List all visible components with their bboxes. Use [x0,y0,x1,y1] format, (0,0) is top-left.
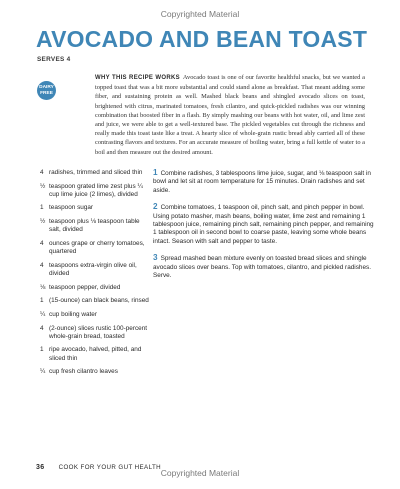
ingredient-quantity: ⅛ [40,283,46,291]
ingredient-text: teaspoons extra-virgin olive oil, divided [49,261,137,278]
step-number: 2 [153,202,158,212]
step-number: 1 [153,168,158,177]
step-number: 3 [153,253,158,263]
why-this-recipe-works [95,73,365,157]
ingredient-quantity: ¼ [40,310,46,318]
ingredient-quantity: 1 [40,346,44,354]
recipe-title: AVOCADO AND BEAN TOAST [36,26,368,52]
ingredient-item [40,240,152,257]
ingredient-text: (2-ounce) slices rustic 100-percent whole-grain bread, toasted [49,324,148,340]
ingredient-item [40,368,152,376]
ingredient-quantity: ½ [40,182,46,190]
ingredient-item [40,183,152,200]
dairy-free-badge [37,81,56,100]
method-step [153,254,376,280]
badge-line-2: FREE [40,90,53,96]
ingredient-item [40,204,152,212]
page-number: 36 [36,464,45,471]
why-body: Avocado toast is one of our favorite healthful snacks, but we wanted a topped toast that was a bit more substantial and could stand alone as breakfast. That meant adding some fiber, and sustaining protein as well. Mashed black beans and shingled avocado slices on toast, brightened with citrus, marinated tomatoes, fresh cilantro, and quick-pickled radishes was our winning combination that boosted fiber in a flash. By simply mashing our beans with hot water, oil, and lime zest and juice, we were able to get a well-textured base. The pickled vegetables cut through the richness and really made this toast taste like a treat. A hearty slice of whole-grain rustic bread ably carried all of these contrasting flavors and textures. For an accurate measure of boiling water, bring a full kettle of water to a boil and then measure out the desired amount. [95,74,366,156]
ingredient-text: cup fresh cilantro leaves [49,368,118,376]
method-step [153,203,376,246]
copyright-watermark-top: Copyrighted Material [160,9,240,19]
step-text: Combine radishes, 3 tablespoons lime juice, sugar, and ⅛ teaspoon salt in bowl and let sit at room temperature for 15 minutes. Drain radishes and set aside. [153,170,371,194]
ingredient-item [40,325,152,342]
book-title: COOK FOR YOUR GUT HEALTH [58,464,162,471]
ingredient-quantity: 4 [40,324,44,332]
ingredient-text: cup boiling water [49,310,97,318]
ingredient-quantity: 1 [40,204,44,212]
ingredient-item [40,346,152,363]
ingredient-quantity: 1 [40,297,44,305]
ingredient-item [40,311,152,319]
ingredient-text: ripe avocado, halved, pitted, and sliced thin [49,346,142,362]
why-heading: WHY THIS RECIPE WORKS [95,75,180,81]
ingredient-list [40,169,152,382]
ingredient-text: teaspoon plus ⅛ teaspoon table salt, divided [49,218,140,234]
step-text: Combine tomatoes, 1 teaspoon oil, pinch salt, and pinch pepper in bowl. Using potato masher, mash beans, boiling water, lime zest and remaining 1 tablespoon juice, remaining pinch salt, remaining pinch pepper, and remaining 1 tablespoon oil in second bowl to coarse paste, leaving some whole beans intact. Season with salt and pepper to taste. [153,204,374,245]
serves-label: SERVES 4 [37,56,71,63]
ingredient-text: radishes, trimmed and sliced thin [49,169,143,176]
badge-line-1: DAIRY [39,85,54,91]
ingredient-quantity: 4 [40,261,44,269]
method-steps [153,169,376,288]
ingredient-quantity: 4 [40,239,44,247]
ingredient-item [40,218,152,235]
copyright-watermark-bottom: Copyrighted Material [160,468,240,478]
ingredient-text: teaspoon pepper, divided [49,283,121,291]
ingredient-item [40,169,152,177]
method-step [153,169,376,195]
ingredient-text: teaspoon grated lime zest plus ¼ cup lime juice (2 limes), divided [49,182,143,198]
ingredient-text: (15-ounce) can black beans, rinsed [49,297,149,305]
step-text: Spread mashed bean mixture evenly on toasted bread slices and shingle avocado slices over beans. Top with tomatoes, cilantro, and pickled radishes. Serve. [153,255,371,280]
ingredient-item [40,262,152,279]
ingredient-text: teaspoon sugar [49,204,94,212]
ingredient-text: ounces grape or cherry tomatoes, quartered [49,239,145,256]
ingredient-quantity: ½ [40,218,46,226]
ingredient-item [40,297,152,305]
ingredient-quantity: ¼ [40,368,46,376]
ingredient-item [40,284,152,292]
ingredient-quantity: 4 [40,169,44,176]
